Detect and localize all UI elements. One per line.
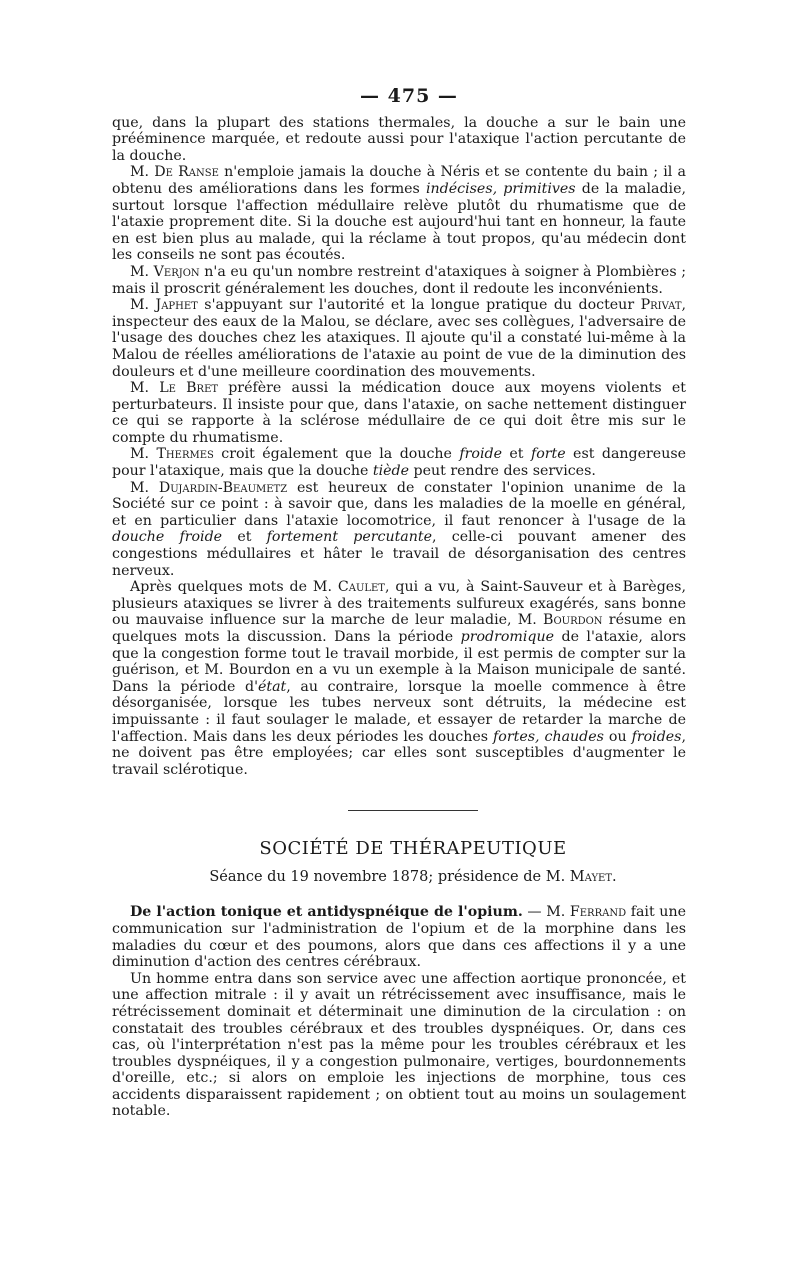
section-title: SOCIÉTÉ DE THÉRAPEUTIQUE xyxy=(259,838,567,860)
italic-text: indécises, primitives xyxy=(426,180,576,197)
page-content xyxy=(112,85,687,1120)
paragraph-verjon xyxy=(112,264,686,297)
paragraph-le-bret xyxy=(112,380,686,446)
paragraph-de-ranse xyxy=(112,164,686,264)
section-divider xyxy=(348,810,478,811)
text-run: , qui a vu, à Saint-Sauveur et à Barèges, plusieurs ataxiques se livrer à des traitements sulfureux exagérés, sans bonne ou mauvaise influence sur la marche de leur maladie, xyxy=(112,579,686,629)
italic-text: fortement percutante xyxy=(266,529,432,546)
speaker-name: M. Dujardin-Beaumetz xyxy=(130,479,288,496)
text-run: et xyxy=(222,529,267,546)
text-run: est heureux de constater l'opinion unanime de la Société sur ce point : à savoir que, dans les maladies de la moelle en général, et en particulier dans l'ataxie locomotrice, il faut renoncer à l'usage de la xyxy=(112,479,686,529)
italic-text: tiède xyxy=(372,463,410,480)
text-run: , celle-ci pouvant amener des congestions médullaires et hâter le travail de désorganisation des centres nerveux. xyxy=(112,529,687,579)
speaker-name: M. Thermes xyxy=(130,446,214,463)
paragraph-japhet xyxy=(112,297,686,380)
italic-text: froide xyxy=(459,446,502,463)
text-run: est dangereuse pour l'ataxique, mais que la douche xyxy=(112,446,687,480)
text-run: préfère aussi la médication douce aux moyens violents et perturbateurs. Il insiste pour que, dans l'ataxie, on sache nettement distinguer ce qui se rapporte à la sclérose médullaire de ce qui doit être mis sur le compte du rhumatisme. xyxy=(112,380,686,446)
text-run: , ne doivent pas être employées; car elles sont susceptibles d'augmenter le travail sclérotique. xyxy=(112,728,686,778)
text-run: croit également que la douche xyxy=(213,446,460,463)
italic-text: état xyxy=(258,678,287,695)
text-run: n'emploie jamais la douche à Néris et se contente du bain ; il a obtenu des améliorations dans les formes xyxy=(112,164,686,197)
text-run: ou xyxy=(603,728,632,745)
speaker-name: M. De Ranse xyxy=(130,164,219,181)
text-run: de l'ataxie, alors que la congestion forme tout le travail morbide, il est permis de compter sur la guérison, et M. Bourdon en a vu un exemple à la Maison municipale de santé. Dans la période d' xyxy=(112,629,686,695)
person-name: M. Caulet xyxy=(312,579,385,596)
president-name: M. Mayet xyxy=(545,869,613,886)
text-run: peut rendre des services. xyxy=(409,463,596,480)
paragraph-dujardin-beaumetz xyxy=(112,480,686,580)
person-name: M. Bourdon xyxy=(517,612,603,629)
text-run: . xyxy=(612,869,617,886)
session-line xyxy=(126,869,700,886)
text-run: et xyxy=(501,446,531,463)
paragraph-caulet-bourdon xyxy=(112,579,686,778)
page-number: — 475 — xyxy=(360,85,458,107)
paragraph-continuation: que, dans la plupart des stations thermales, la douche a sur le bain une prééminence marquée, et redoute aussi pour l'ataxique l'action percutante de la douche. xyxy=(112,114,686,164)
italic-text: froides xyxy=(631,728,682,745)
text-run: n'a eu qu'un nombre restreint d'ataxiques à soigner à Plombières ; mais il proscrit généralement les douches, dont il redoute les inconvénients. xyxy=(112,263,686,297)
text-run: , au contraire, lorsque la moelle commence à être désorganisée, lorsque les tubes nerveux sont détruits, la médecine est impuissante : il faut soulager le malade, et essayer de retarder la marche de l'affection. Mais dans les deux périodes les douches xyxy=(112,678,686,745)
text-run: s'appuyant sur l'autorité et la longue pratique du docteur xyxy=(197,297,641,314)
text-run: — xyxy=(522,904,547,921)
text-run: résume en quelques mots la discussion. Dans la période xyxy=(112,612,686,645)
person-name: Privat xyxy=(640,297,682,314)
text-run: Séance du 19 novembre 1878; présidence de xyxy=(209,869,546,886)
text-run: Après quelques mots de xyxy=(130,579,313,596)
italic-text: fortes, chaudes xyxy=(493,728,604,745)
paragraph-ferrand xyxy=(112,904,686,970)
text-run: , inspecteur des eaux de la Malou, se déclare, avec ses collègues, l'adversaire de l'usage des douches chez les ataxiques. Il ajoute qu'il a constaté lui-même à la Malou de réelles améliorations de l'ataxie au point de vue de la diminution des douleurs et d'une meilleure coordination des mouvements. xyxy=(112,297,687,380)
italic-text: prodromique xyxy=(460,629,555,645)
paragraph-case-report: Un homme entra dans son service avec une affection aortique prononcée, et une affection mitrale : il y avait un rétrécissement avec insuffisance, mais le rétrécissement dominait et déterminait une diminution de la circulation : on constatait des troubles cérébraux et des troubles dyspnéiques. Or, dans ces cas, où l'interprétation n'est pas la même pour les troubles cérébraux et les troubles dyspnéiques, il y a congestion pulmonaire, vertiges, bourdonnements d'oreille, etc.; si alors on emploie les injections de morphine, tous ces accidents disparaissent rapidement ; on obtient tout au moins un soulagement notable. xyxy=(112,970,686,1120)
speaker-name: M. Japhet xyxy=(130,297,198,314)
article-heading: De l'action tonique et antidyspnéique de l'opium. xyxy=(130,904,523,921)
text-run: de la maladie, surtout lorsque l'affection médullaire relève plutôt du rhumatisme que de l'ataxie proprement dite. Si la douche est aujourd'hui tant en honneur, la faute en est bien plus au malade, qui la réclame à tout propos, qu'au médecin dont les conseils ne sont pas écoutés. xyxy=(112,180,686,264)
paragraph-thermes xyxy=(112,446,686,479)
text-run: fait une communication sur l'administration de l'opium et de la morphine dans les maladies du cœur et des poumons, alors que dans ces affections il y a une diminution d'action des centres cérébraux. xyxy=(112,904,686,971)
italic-text: douche froide xyxy=(112,529,223,546)
speaker-name: M. Ferrand xyxy=(546,904,627,921)
speaker-name: M. Verjon xyxy=(130,263,200,280)
speaker-name: M. Le Bret xyxy=(130,380,219,397)
italic-text: forte xyxy=(530,446,566,463)
